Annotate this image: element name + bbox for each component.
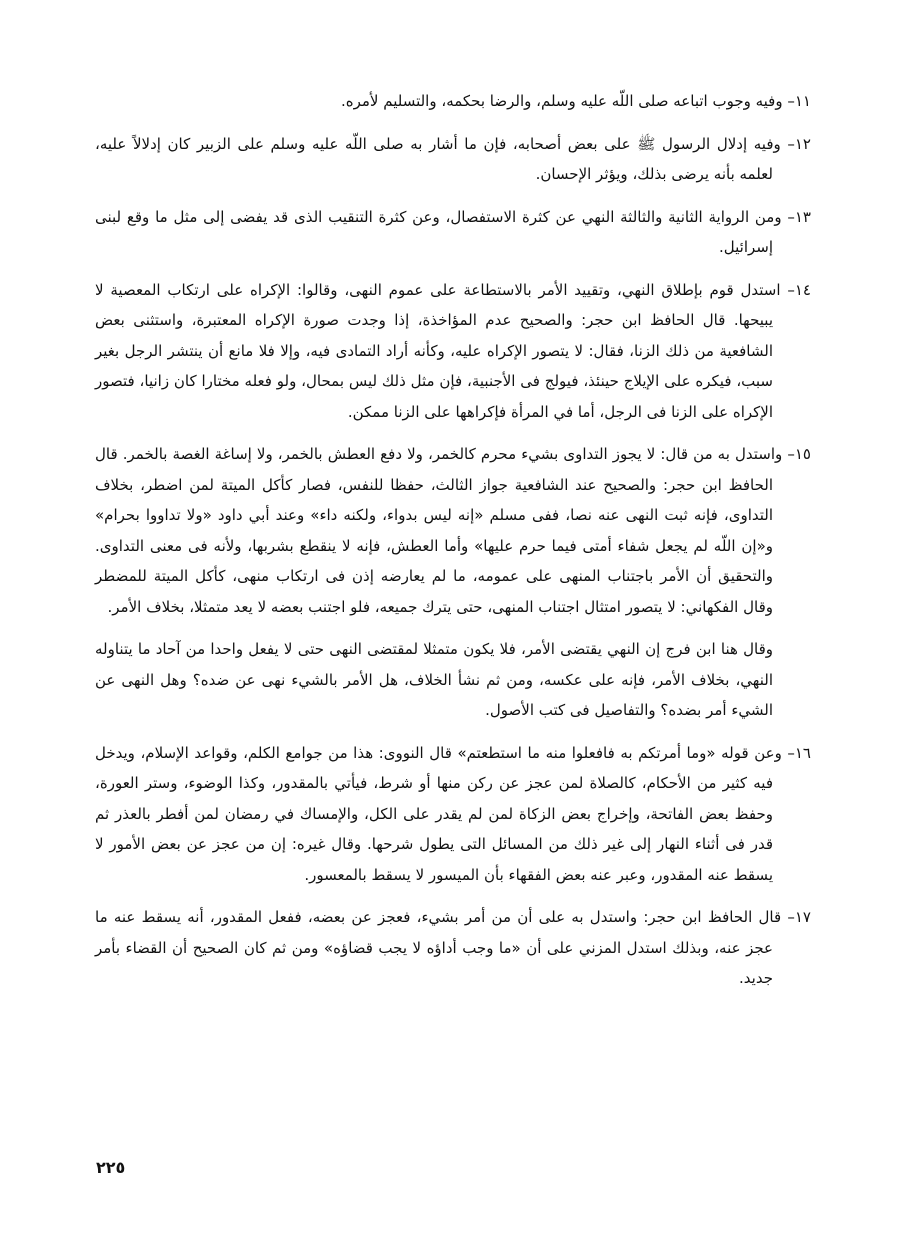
list-item-17 bbox=[95, 902, 811, 994]
list-item-12 bbox=[95, 129, 811, 190]
list-item-14 bbox=[95, 275, 811, 428]
item-text: واستدل به من قال: لا يجوز التداوى بشيء محرم كالخمر، ولا دفع العطش بالخمر، ولا إساغة الغصة بالخمر. قال الحافظ ابن حجر: والصحيح عند الشافعية جواز الثالث، حفظا للنفس، فصار كأكل الميتة لمن اضطر، بخلاف التداوى، فإنه ثبت النهى عنه نصا، ففى مسلم «إنه ليس بدواء، ولكنه داء» وعند أبي داود «ولا تداووا بحرام» و«إن اللّه لم يجعل شفاء أمتى فيما حرم عليها» وأما العطش، فإنه لا ينقطع بشربها، ولأنه فى معنى التداوى. والتحقيق أن الأمر باجتناب المنهى على عمومه، ما لم يعارضه إذن فى ارتكاب منهى، كأكل الميتة للمضطر وقال الفكهاني: لا يتصور امتثال اجتناب المنهى، حتى يترك جميعه، فلو اجتنب بعضه لا يعد متمثلا، بخلاف الأمر. bbox=[95, 445, 783, 616]
page-body bbox=[95, 86, 811, 1006]
item-text: وفيه إدلال الرسول ﷺ على بعض أصحابه، فإن ما أشار به صلى اللّه عليه وسلم على الزبير كان إدلالاً عليه، لعلمه بأنه يرضى بذلك، ويؤثر الإحسان. bbox=[95, 134, 781, 183]
item-number: ١٧– bbox=[787, 908, 811, 926]
item-number: ١٤– bbox=[787, 280, 811, 299]
list-item-13 bbox=[95, 202, 811, 263]
paragraph-text: وقال هنا ابن فرج إن النهي يقتضى الأمر، فلا يكون متمثلا لمقتضى النهى حتى لا يفعل واحدا من آحاد ما يتناوله النهي، بخلاف الأمر، فإنه على عكسه، ومن ثم نشأ الخلاف، هل الأمر بالشيء نهى عن ضده؟ وهل النهى عن الشيء أمر بضده؟ والتفاصيل فى كتب الأصول. bbox=[95, 640, 773, 719]
item-text: قال الحافظ ابن حجر: واستدل به على أن من أمر بشيء، فعجز عن بعضه، ففعل المقدور، أنه يسقط عنه ما عجز عنه، وبذلك استدل المزني على أن «ما وجب أداؤه لا يجب قضاؤه» ومن ثم كان الصحيح أن القضاء بأمر جديد. bbox=[95, 908, 782, 987]
page-number: ٢٢٥ bbox=[96, 1158, 126, 1177]
item-number: ١٦– bbox=[787, 743, 811, 762]
item-number: ١١– bbox=[787, 92, 811, 110]
item-number: ١٥– bbox=[787, 445, 811, 463]
item-number: ١٣– bbox=[787, 207, 811, 226]
item-text: ومن الرواية الثانية والثالثة النهي عن كثرة الاستفصال، وعن كثرة التنقيب الذى قد يفضى إلى مثل ما وقع لبنى إسرائيل. bbox=[95, 207, 782, 256]
list-item-15 bbox=[95, 439, 811, 622]
item-text: وفيه وجوب اتباعه صلى اللّه عليه وسلم، والرضا بحكمه، والتسليم لأمره. bbox=[340, 92, 783, 110]
item-text: استدل قوم بإطلاق النهي، وتقييد الأمر بالاستطاعة على عموم النهى، وقالوا: الإكراه على ارتكاب المعصية لا يبيحها. قال الحافظ ابن حجر: والصحيح عدم المؤاخذة، إذا وجدت صورة الإكراه المعتبرة، واستثنى بعض الشافعية من ذلك الزنا، فقال: لا يتصور الإكراه عليه، وكأنه أراد التمادى فيه، وإلا فلا مانع أن ينتشر الرجل بغير سبب، فيكره على الإيلاج حينئذ، فيولج فى الأجنبية، فإن مثل ذلك ليس بمحال، ولو فعله مختارا كان زانيا، فتصور الإكراه على الزنا فى الرجل، أما في المرأة فإكراهها على الزنا ممكن. bbox=[95, 280, 781, 421]
list-item-16 bbox=[95, 738, 811, 891]
item-text: وعن قوله «وما أمرتكم به فافعلوا منه ما استطعتم» قال النووى: هذا من جوامع الكلم، وقواعد الإسلام، ويدخل فيه كثير من الأحكام، كالصلاة لمن عجز عن ركن منها أو شرط، فيأتي بالمقدور، وكذا الوضوء، وستر العورة، وحفظ بعض الفاتحة، وإخراج بعض الزكاة لمن لم يقدر على الكل، والإمساك في رمضان لمن أفطر بالعذر ثم قدر فى أثناء النهار إلى غير ذلك من المسائل التى يطول شرحها. وقال غيره: إن من عجز عن بعض الأمور لا يسقط عنه المقدور، وعبر عنه بعض الفقهاء بأن الميسور لا يسقط بالمعسور. bbox=[95, 743, 782, 884]
list-item-11 bbox=[95, 86, 811, 117]
item-number: ١٢– bbox=[787, 134, 811, 153]
paragraph-ibn-faraj bbox=[95, 634, 811, 726]
